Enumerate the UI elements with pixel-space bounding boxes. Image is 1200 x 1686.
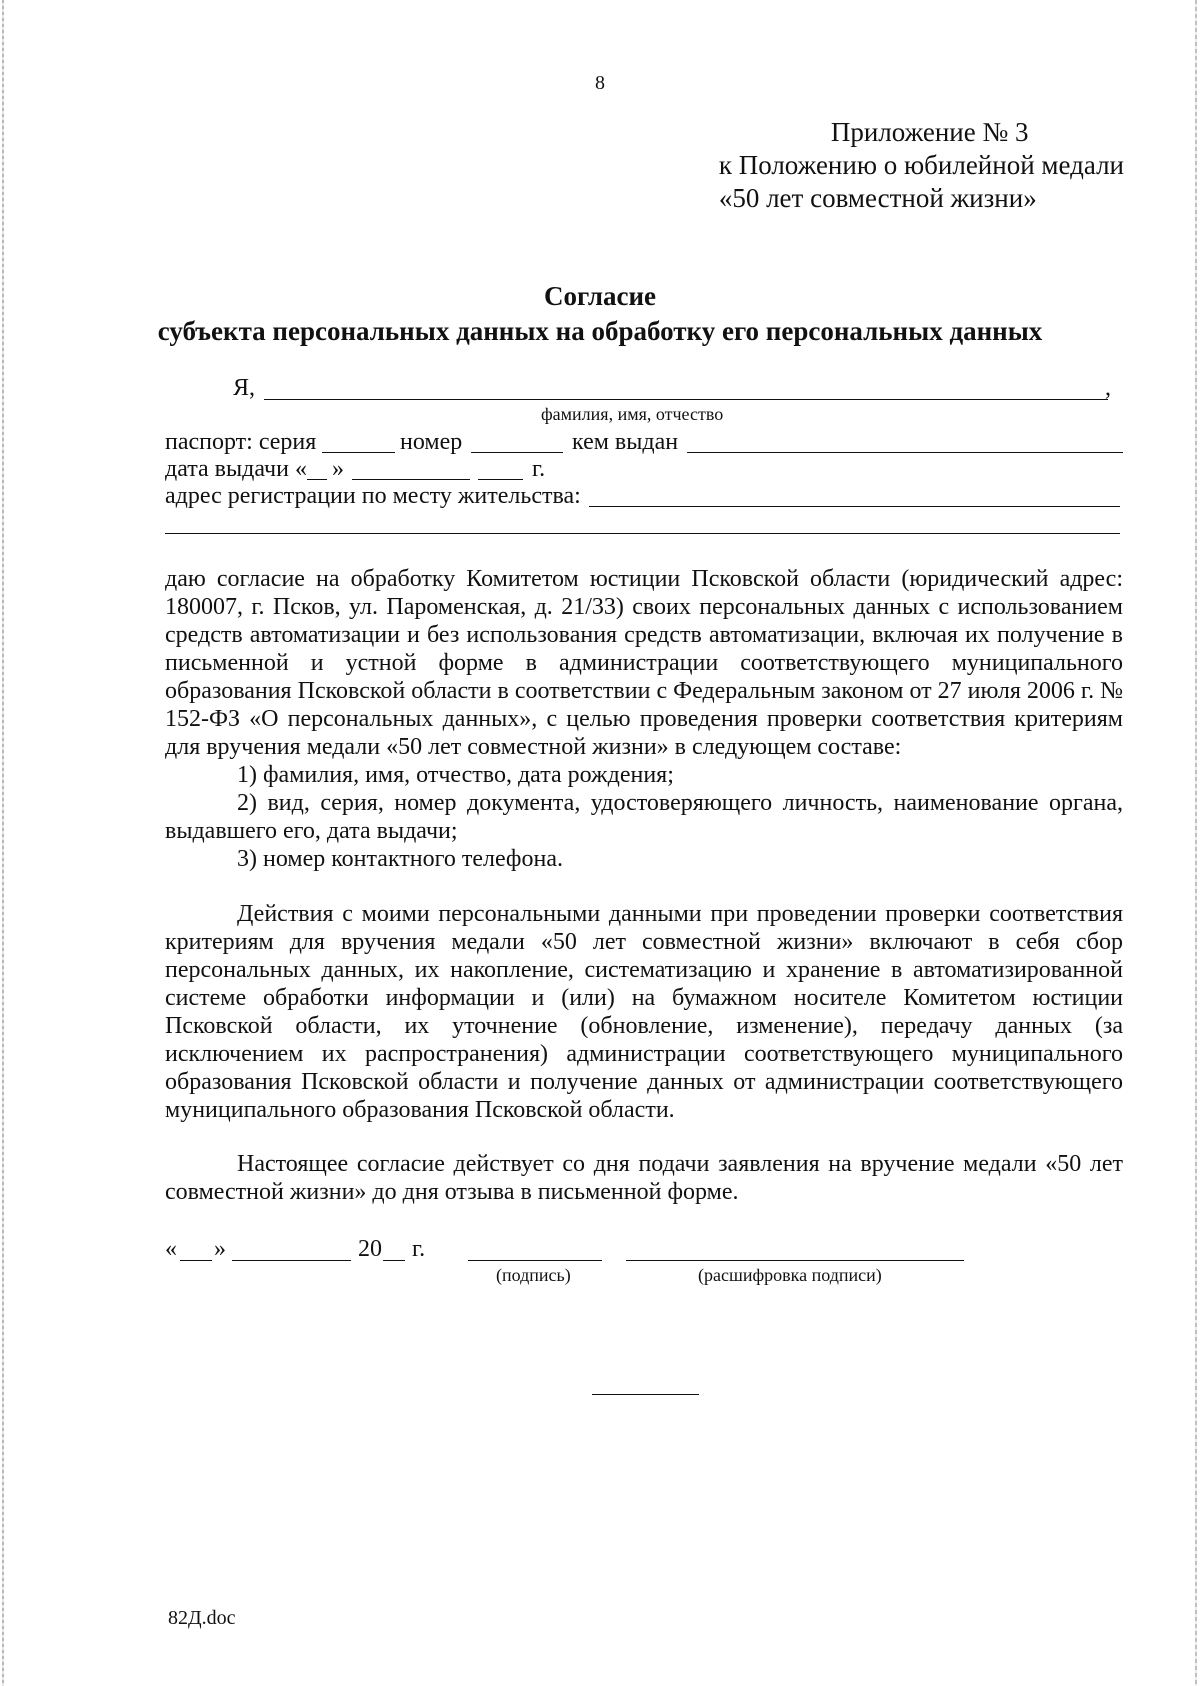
closing-separator [592,1394,699,1395]
address-label: адрес регистрации по месту жительства: [165,483,581,509]
signature-caption: (подпись) [496,1265,571,1285]
i-label: Я, [233,375,256,401]
appendix-line-3: «50 лет совместной жизни» [718,183,1037,213]
sign-year-suffix: г. [412,1236,426,1262]
issue-date-close-quote: » [332,456,344,482]
sign-date-close-quote: » [214,1236,226,1262]
address-field[interactable] [589,506,1120,507]
appendix-line-1: Приложение № 3 [830,117,1029,147]
sign-month-field[interactable] [232,1260,351,1261]
signature-decode-field[interactable] [626,1260,964,1261]
issue-year-field[interactable] [478,479,523,480]
issue-day-field[interactable] [307,479,327,480]
appendix-line-2: к Положению о юбилейной медали [718,150,1124,180]
sign-year-prefix: 20 [358,1236,382,1262]
document-subtitle: субъекта персональных данных на обработку его персональных данных [157,316,1043,346]
issue-year-suffix: г. [532,456,546,482]
passport-number-label: номер [400,429,463,455]
sign-day-field[interactable] [180,1260,212,1261]
signature-decode-caption: (расшифровка подписи) [698,1265,882,1285]
address-field-continued[interactable] [165,533,1120,534]
sign-year-field[interactable] [383,1260,405,1261]
sign-date-open-quote: « [165,1236,177,1262]
consent-body [165,565,1123,873]
fio-caption: фамилия, имя, отчество [541,404,724,424]
issue-date-label: дата выдачи « [165,456,307,482]
signature-field[interactable] [468,1260,602,1261]
scan-edge-left [2,0,4,1686]
scan-edge-right [1195,0,1197,1686]
data-item-2: 2) вид, серия, номер документа, удостоверяющего личность, наименование органа, выдавшего его, дата выдачи; [165,790,1123,844]
fio-comma: , [1105,375,1111,401]
appendix-header [719,116,1124,215]
validity-paragraph: Настоящее согласие действует со дня подачи заявления на вручение медали «50 лет совместной жизни» до дня отзыва в письменной форме. [165,1151,1123,1205]
actions-paragraph: Действия с моими персональными данными при проведении проверки соответствия критериям для вручения медали «50 лет совместной жизни» включают в себя сбор персональных данных, их накопление, систематизацию и хранение в автоматизированной системе обработки информации и (или) на бумажном носителе Комитетом юстиции Псковской области, их уточнение (обновление, изменение), передачу данных (за исключением их распространения) администрации соответствующего муниципального образования Псковской области и получение данных от администрации соответствующего муниципального образования Псковской области. [165,901,1123,1123]
passport-number-field[interactable] [471,452,563,453]
data-item-3: 3) номер контактного телефона. [237,846,563,872]
passport-series-label: паспорт: серия [165,429,317,455]
fio-field[interactable] [264,399,1108,400]
document-title: Согласие [543,281,657,311]
issue-month-field[interactable] [352,479,470,480]
actions-paragraph-block [165,900,1123,1124]
passport-issued-by-label: кем выдан [572,429,679,455]
data-item-1: 1) фамилия, имя, отчество, дата рождения; [237,762,674,788]
passport-series-field[interactable] [322,452,395,453]
footer-file-name: 82Д.doc [168,1607,236,1629]
page-number: 8 [595,72,605,94]
passport-issued-by-field[interactable] [687,452,1123,453]
consent-paragraph-1: даю согласие на обработку Комитетом юстиции Псковской области (юридический адрес: 180007, г. Псков, ул. Пароменская, д. 21/33) своих персональных данных с использованием средств автоматизации и без использования средств автоматизации, включая их получение в письменной и устной форме в администрации соответствующего муниципального образования Псковской области в соответствии с Федеральным законом от 27 июля 2006 г. № 152-ФЗ «О персональных данных», с целью проведения проверки соответствия критериям для вручения медали «50 лет совместной жизни» в следующем составе: [165,566,1123,760]
validity-paragraph-block [165,1150,1123,1206]
